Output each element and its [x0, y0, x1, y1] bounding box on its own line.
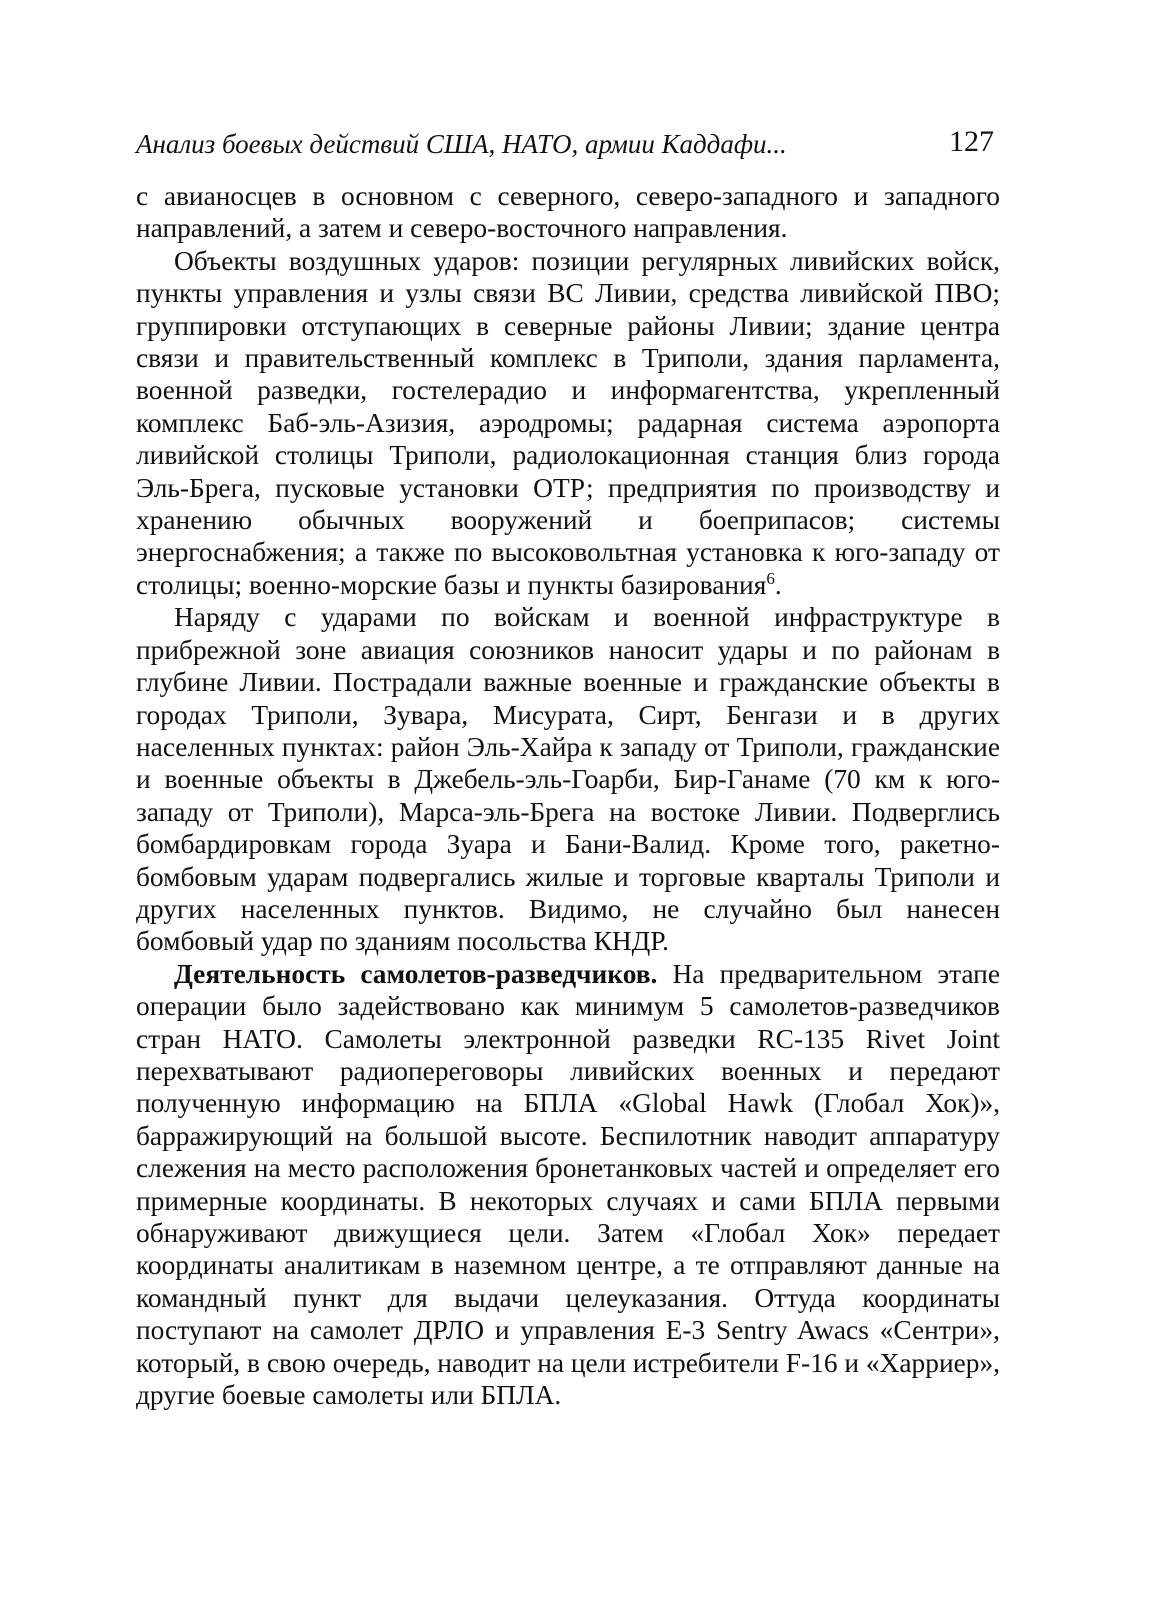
running-head [136, 118, 1000, 162]
paragraph-lead-heading: Деятельность самолетов-разведчиков. [174, 958, 658, 989]
paragraph-reconnaissance [136, 958, 1000, 1412]
book-page [136, 118, 1000, 1411]
paragraph-continuation [136, 180, 1000, 245]
paragraph-text: с авианосцев в основном с северного, северо-западного и западного направлений, а затем и северо-восточного направления. [136, 181, 1000, 244]
page-body [136, 180, 1000, 1411]
paragraph-text: Наряду с ударами по войскам и военной инфраструктуре в прибрежной зоне авиация союзников наносит удары и по районам в глубине Ливии. Пострадали важные военные и гражданские объекты в городах Триполи, Зувара, Мисурата, Сирт, Бенгази и в других населенных пунктах: район Эль-Хайра к западу от Триполи, гражданские и военные объекты в Джебель-эль-Гоарби, Бир-Ганаме (70 км к юго-западу от Триполи), Марса-эль-Брега на востоке Ливии. Подверглись бомбардировкам города Зуара и Бани-Валид. Кроме того, ракетно-бомбовым ударам подвергались жилые и торговые кварталы Триполи и других населенных пунктов. Видимо, не случайно был нанесен бомбовый удар по зданиям посольства КНДР. [136, 602, 1000, 957]
paragraph-tail: . [774, 569, 782, 600]
paragraph-text: На предварительном этапе операции было задействовано как минимум 5 самолетов-разведчиков стран НАТО. Самолеты электронной разведки RC-135 Rivet Joint перехватывают радиопереговоры ливийских военных и передают полученную информацию на БПЛА «Global Hawk (Глобал Хок)», барражирующий на большой высоте. Беспилотник наводит аппаратуру слежения на место расположения бронетанковых частей и определяет его примерные координаты. В некоторых случаях и сами БПЛА первыми обнаруживают движущиеся цели. Затем «Глобал Хок» передает координаты аналитикам в наземном центре, а те отправляют данные на командный пункт для выдачи целеуказания. Оттуда координаты поступают на самолет ДРЛО и управления Е-3 Sentry Awacs «Сентри», который, в свою очередь, наводит на цели истребители F-16 и «Харриер», другие боевые самолеты или БПЛА. [136, 958, 1000, 1411]
page-number: 127 [949, 125, 994, 158]
footnote-marker[interactable]: 6 [766, 568, 775, 588]
paragraph-text: Объекты воздушных ударов: позиции регулярных ливийских войск, пункты управления и узлы связи ВС Ливии, средства ливийской ПВО; группировки отступающих в северные районы Ливии; здание центра связи и правительственный комплекс в Триполи, здания парламента, военной разведки, гостелерадио и информагентства, укрепленный комплекс Баб-эль-Азизия, аэродромы; радарная система аэропорта ливийской столицы Триполи, радиолокационная станция близ города Эль-Брега, пусковые установки ОТР; предприятия по производству и хранению обычных вооружений и боеприпасов; системы энергоснабжения; а также по высоковольтная установка к юго-западу от столицы; военно-морские базы и пункты базирования [136, 245, 1000, 600]
running-head-title: Анализ боевых действий США, НАТО, армии Каддафи... [136, 129, 787, 159]
paragraph-air-strike-targets [136, 245, 1000, 601]
paragraph-coastal-strikes [136, 601, 1000, 957]
